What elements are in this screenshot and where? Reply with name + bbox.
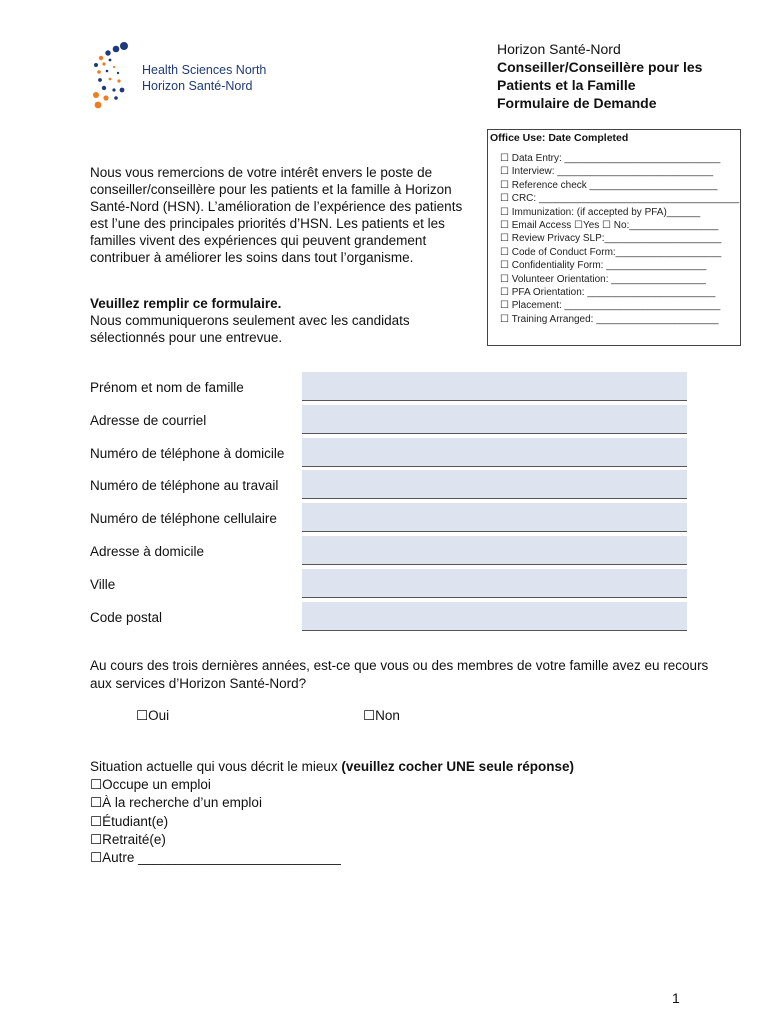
office-item-pfa-orientation[interactable]: ☐ PFA Orientation: _______________________ <box>500 287 716 299</box>
form-row-work-phone <box>90 470 687 503</box>
title-line-4: Formulaire de Demande <box>497 95 657 111</box>
field-label: Numéro de téléphone à domicile <box>90 445 285 461</box>
name-input[interactable] <box>302 372 687 401</box>
office-item-reference-check[interactable]: ☐ Reference check _______________________ <box>500 179 718 191</box>
field-label: Numéro de téléphone cellulaire <box>90 511 277 527</box>
office-use-box <box>487 129 741 346</box>
form-row-cell-phone <box>90 503 687 536</box>
field-label: Numéro de téléphone au travail <box>90 478 279 494</box>
hsn-logo-mark-icon <box>88 40 138 112</box>
office-item-placement[interactable]: ☐ Placement: ____________________________ <box>500 300 721 312</box>
hsn-logo <box>88 40 278 112</box>
office-item-interview[interactable]: ☐ Interview: ____________________________ <box>500 166 714 178</box>
checkbox-other[interactable]: ☐Autre ___________________________ <box>90 850 341 866</box>
page-number: 1 <box>672 990 680 1006</box>
form-row-postal-code <box>90 602 687 635</box>
instructions <box>90 295 480 346</box>
form-row-address <box>90 536 687 569</box>
work-phone-input[interactable] <box>302 470 687 499</box>
form-row-name <box>90 372 687 405</box>
field-label: Ville <box>90 576 116 592</box>
checkbox-non[interactable]: ☐Non <box>363 708 400 723</box>
checkbox-job-seeking[interactable]: ☐À la recherche d’un emploi <box>90 795 262 811</box>
services-question: Au cours des trois dernières années, est-ce que vous ou des membres de votre famille avez eu recours aux services d’Horizon Santé-Nord? <box>90 658 709 691</box>
home-phone-input[interactable] <box>302 438 687 467</box>
office-item-training[interactable]: ☐ Training Arranged: ______________________ <box>500 313 719 325</box>
form-row-home-phone <box>90 438 687 471</box>
office-item-code-of-conduct[interactable]: ☐ Code of Conduct Form:___________________ <box>500 246 722 258</box>
instructions-note: Nous communiquerons seulement avec les candidats sélectionnés pour une entrevue. <box>90 313 410 345</box>
office-item-confidentiality[interactable]: ☐ Confidentiality Form: __________________ <box>500 260 707 272</box>
intro-paragraph: Nous vous remercions de votre intérêt envers le poste de conseiller/conseillère pour les patients et la famille à Horizon Santé-Nord (HSN). L’amélioration de l’expérience des patients est l’une des principales priorités d’HSN. Les patients et les familles vivent des expériences qui peuvent grandement contribuer à améliorer les soins dans tout l’organisme. <box>90 165 463 265</box>
document-title <box>497 40 757 112</box>
office-item-immunization[interactable]: ☐ Immunization: (if accepted by PFA)______ <box>500 206 701 218</box>
checkbox-oui[interactable]: ☐Oui <box>136 708 170 723</box>
office-item-review-privacy[interactable]: ☐ Review Privacy SLP:_____________________ <box>500 233 722 245</box>
email-input[interactable] <box>302 405 687 434</box>
office-item-crc[interactable]: ☐ CRC: ____________________________________ <box>500 193 740 205</box>
logo-text <box>142 62 266 94</box>
field-label: Prénom et nom de famille <box>90 380 244 395</box>
logo-line-2: Horizon Santé-Nord <box>142 79 253 93</box>
cell-phone-input[interactable] <box>302 503 687 532</box>
situation-prompt <box>90 758 710 776</box>
situation-prompt-bold: (veuillez cocher UNE seule réponse) <box>341 759 574 774</box>
situation-section <box>90 758 710 867</box>
title-org: Horizon Santé-Nord <box>497 41 621 57</box>
field-label: Adresse à domicile <box>90 543 205 559</box>
checkbox-employed[interactable]: ☐Occupe un emploi <box>90 777 211 793</box>
applicant-form <box>90 372 687 634</box>
field-label: Code postal <box>90 609 163 625</box>
field-label: Adresse de courriel <box>90 412 207 428</box>
office-use-list <box>490 152 740 326</box>
office-item-volunteer-orientation[interactable]: ☐ Volunteer Orientation: _________________ <box>500 273 706 285</box>
checkbox-retired[interactable]: ☐Retraité(e) <box>90 831 166 847</box>
instructions-bold: Veuillez remplir ce formulaire. <box>90 296 282 311</box>
postal-code-input[interactable] <box>302 602 687 631</box>
city-input[interactable] <box>302 569 687 598</box>
situation-prompt-text: Situation actuelle qui vous décrit le mieux <box>90 759 342 774</box>
office-item-email-access[interactable]: ☐ Email Access ☐Yes ☐ No:________________ <box>500 220 719 232</box>
office-use-title: Office Use: Date Completed <box>490 132 629 144</box>
form-row-city <box>90 569 687 602</box>
form-row-email <box>90 405 687 438</box>
logo-line-1: Health Sciences North <box>142 63 267 77</box>
address-input[interactable] <box>302 536 687 565</box>
checkbox-student[interactable]: ☐Étudiant(e) <box>90 813 169 829</box>
title-line-3: Patients et la Famille <box>497 77 636 93</box>
office-item-data-entry[interactable]: ☐ Data Entry: ____________________________ <box>500 153 721 164</box>
title-line-2: Conseiller/Conseillère pour les <box>497 59 703 75</box>
